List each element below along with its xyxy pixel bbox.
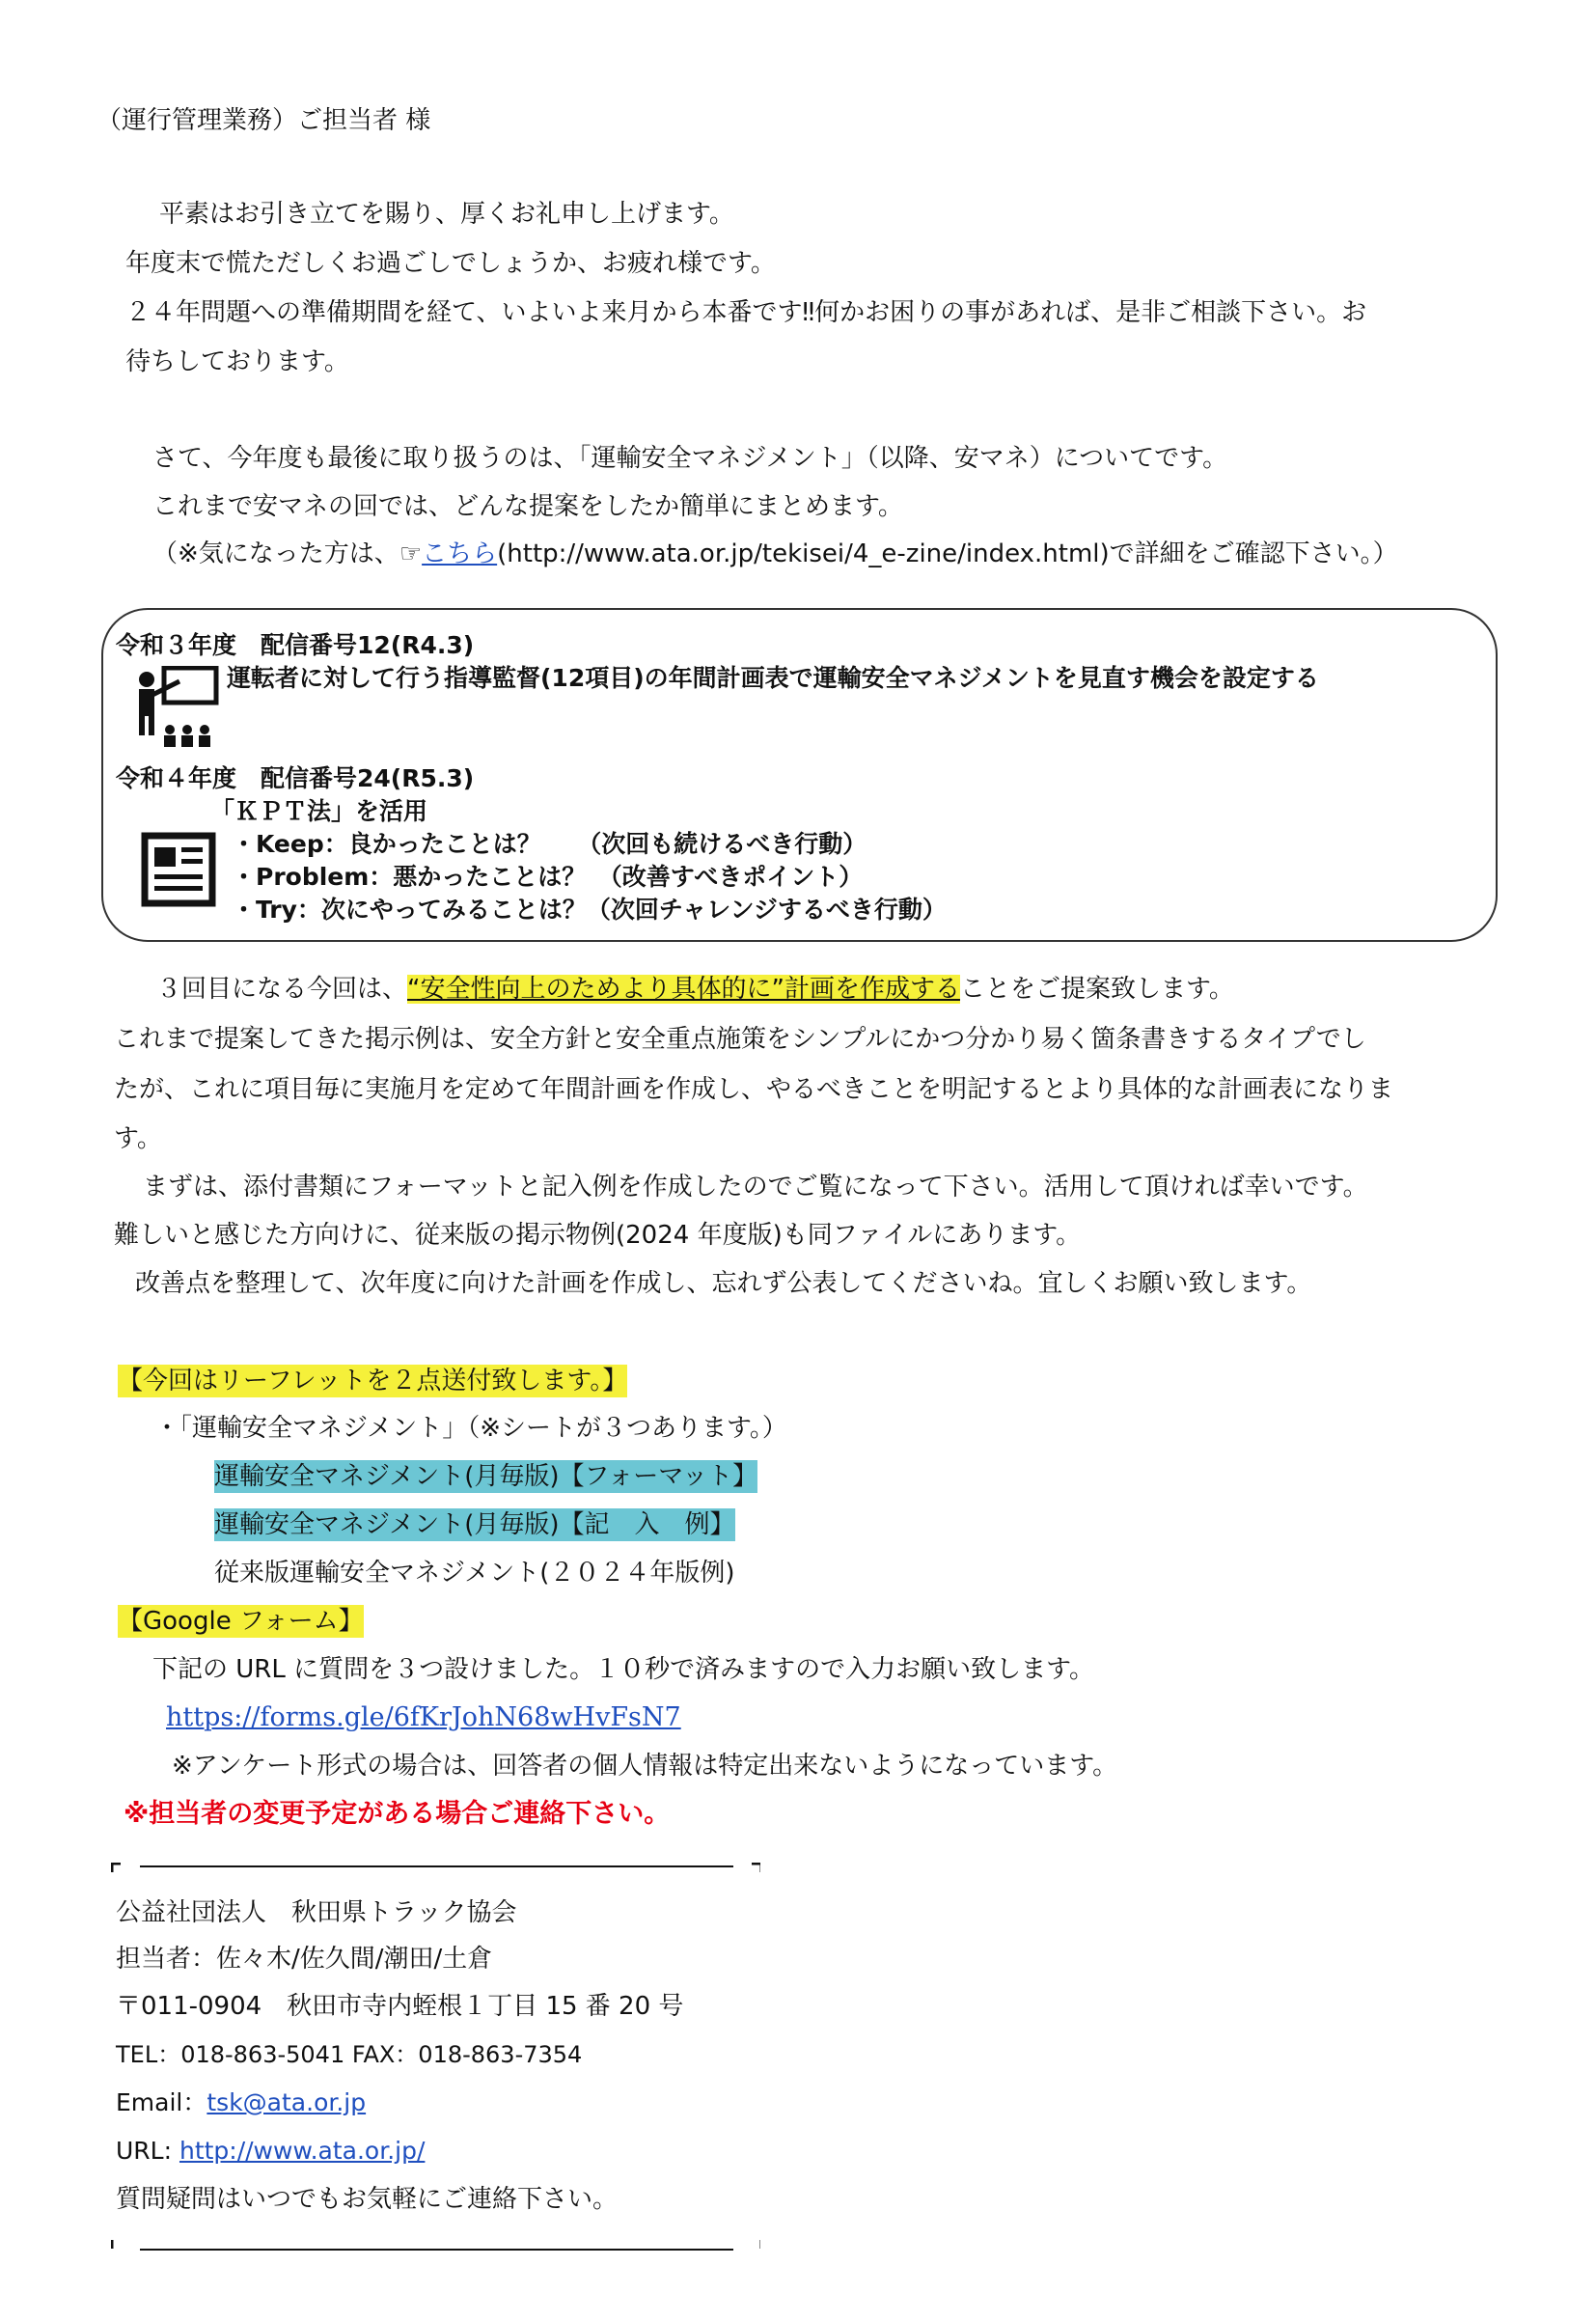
- contact-address: 〒011-0904 秋田市寺内蛭根１丁目 15 番 20 号: [116, 1992, 684, 2021]
- google-form-note: ※アンケート形式の場合は、回答者の個人情報は特定出来ないようになっています。: [172, 1752, 1118, 1781]
- intro-line-2: 年度末で慌ただしくお過ごしでしょうか、お疲れ様です。: [125, 249, 776, 278]
- proposal-line-1-post: ことをご提案致します。: [959, 975, 1234, 1004]
- contact-telfax: TEL：018-863-5041 FAX：018-863-7354: [116, 2041, 583, 2068]
- contact-frame-bottom-rule: [140, 2249, 733, 2251]
- website-link[interactable]: http://www.ata.or.jp/: [179, 2137, 426, 2165]
- google-form-text: 下記の URL に質問を３つ設けました。１０秒で済みますので入力お願い致します。: [152, 1655, 1095, 1684]
- topic-line-1: さて、今年度も最後に取り扱うのは、「運輸安全マネジメント」（以降、安マネ）についてです。: [152, 444, 1228, 473]
- kpt-keep: ・Keep：良かったことは？ （次回も続けるべき行動）: [232, 830, 867, 858]
- topic-line-3-pre: （※気になった方は、☞: [152, 539, 423, 568]
- contact-staff: 担当者：佐々木/佐久間/潮田/土倉: [116, 1945, 493, 1974]
- proposal-line-3: たが、これに項目毎に実施月を定めて年間計画を作成し、やるべきことを明記するとより具体的な計画表になりま: [114, 1075, 1394, 1104]
- topic-line-3-post: (http://www.ata.or.jp/tekisei/4_e-zine/index.html)で詳細をご確認下さい。）: [497, 539, 1398, 568]
- topic-line-3: [152, 538, 1398, 570]
- teacher-presentation-icon: [133, 666, 220, 753]
- entry-1-header: 令和３年度 配信番号12(R4.3): [116, 631, 475, 659]
- kochira-link[interactable]: こちら: [422, 539, 498, 568]
- proposal-highlight: “安全性向上のためより具体的に”計画を作成する: [407, 975, 960, 1004]
- contact-frame-corner-br: [751, 2239, 760, 2249]
- entry-2-title: 「ＫＰＴ法」を活用: [210, 797, 428, 825]
- sheet-format: 運輸安全マネジメント(月毎版)【フォーマット】: [214, 1462, 758, 1491]
- contact-url: [116, 2135, 425, 2168]
- proposal-line-6: 難しいと感じた方向けに、従来版の掲示物例(2024 年度版)も同ファイルにあります。: [114, 1221, 1082, 1250]
- url-label: URL:: [116, 2137, 179, 2165]
- kpt-problem: ・Problem：悪かったことは？ （改善すべきポイント）: [232, 863, 864, 891]
- proposal-line-5: まずは、添付書類にフォーマットと記入例を作成したのでご覧になって下さい。活用して頂ければ幸いです。: [143, 1173, 1368, 1202]
- google-form-url-link[interactable]: https://forms.gle/6fKrJohN68wHvFsN7: [166, 1702, 681, 1732]
- proposal-line-1: [156, 973, 1234, 1006]
- contact-email: [116, 2086, 366, 2119]
- proposal-line-1-pre: ３回目になる今回は、: [156, 975, 408, 1004]
- email-link[interactable]: tsk@ata.or.jp: [206, 2088, 367, 2116]
- proposal-line-4: す。: [114, 1124, 162, 1153]
- intro-line-1: 平素はお引き立てを賜り、厚くお礼申し上げます。: [159, 200, 734, 229]
- intro-line-4: 待ちしております。: [125, 347, 349, 376]
- google-form-heading: 【Google フォーム】: [118, 1607, 364, 1636]
- leaflets-item: ・「運輸安全マネジメント」（※シートが３つあります。）: [154, 1414, 787, 1443]
- proposal-line-7: 改善点を整理して、次年度に向けた計画を作成し、忘れず公表してくださいね。宜しくお願い致します。: [135, 1269, 1312, 1298]
- contact-frame-top-rule: [140, 1865, 733, 1867]
- change-notice: ※担当者の変更予定がある場合ご連絡下さい。: [124, 1799, 671, 1829]
- kpt-try: ・Try：次にやってみることは？（次回チャレンジするべき行動）: [232, 896, 947, 924]
- contact-frame-corner-bl: [111, 2239, 121, 2249]
- topic-line-2: これまで安マネの回では、どんな提案をしたか簡単にまとめます。: [152, 492, 903, 521]
- newspaper-icon: [141, 832, 216, 907]
- proposal-line-2: これまで提案してきた掲示例は、安全方針と安全重点施策をシンプルにかつ分かり易く箇条書きするタイプでし: [114, 1025, 1366, 1054]
- contact-frame-corner-tr: [751, 1863, 760, 1872]
- email-label: Email：: [116, 2088, 207, 2116]
- contact-org: 公益社団法人 秋田県トラック協会: [116, 1898, 517, 1927]
- contact-frame-corner-tl: [111, 1863, 121, 1872]
- contact-closing: 質問疑問はいつでもお気軽にご連絡下さい。: [116, 2185, 619, 2214]
- leaflets-heading: 【今回はリーフレットを２点送付致します。】: [118, 1367, 628, 1395]
- entry-1-text: 運転者に対して行う指導監督(12項目)の年間計画表で運輸安全マネジメントを見直す機会を設定する: [227, 664, 1319, 692]
- sheet-example: 運輸安全マネジメント(月毎版)【記 入 例】: [214, 1510, 735, 1539]
- intro-line-3: ２４年問題への準備期間を経て、いよいよ来月から本番です‼何かお困りの事があれば、是非ご相談下さい。お: [125, 298, 1367, 327]
- addressee: （運行管理業務）ご担当者 様: [96, 106, 431, 135]
- entry-2-header: 令和４年度 配信番号24(R5.3): [116, 764, 475, 792]
- sheet-legacy: 従来版運輸安全マネジメント(２０２４年版例): [214, 1559, 735, 1588]
